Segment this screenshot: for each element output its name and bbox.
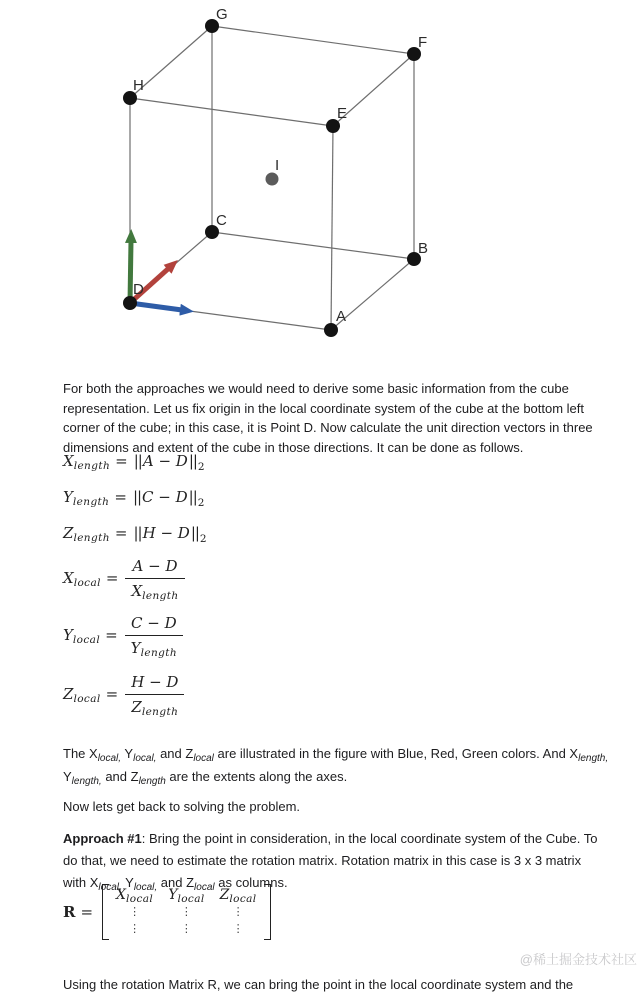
text-run: : Bring the point in consideration, in the local coordinate system of the Cube. To do that, we need to estimate the rotation matrix. Rotation matrix in this case is 3 x 3 matrix with X <box>63 831 598 890</box>
fraction: $\frac{A - D}{X_{length}}$ <box>125 557 184 600</box>
inner-point-label-I: I <box>275 157 280 174</box>
matrix-lhs: R = <box>63 903 94 921</box>
fraction: $\frac{H - D}{Z_{length}}$ <box>125 673 184 716</box>
inline-subscript: local, <box>98 882 122 893</box>
formula-z-local <box>63 672 184 718</box>
cube-diagram <box>0 0 640 352</box>
vertex-label-A: A <box>336 308 347 325</box>
text-run: The X <box>63 746 98 761</box>
fraction-lhs: $Z_{local}$ = <box>63 685 119 705</box>
paragraph-intro: For both the approaches we would need to derive some basic information from the cube representation. Let us fix origin in the local coordinate system of the cube at the bottom left corner of the cube; in this case, it is Point D. Now calculate the unit direction vectors in three dimensions and extent of the cube in those directions. It can be done as follows. <box>63 381 593 455</box>
inline-subscript: local <box>193 753 214 764</box>
matrix-column: $Z_{local}$ ⋮ ⋮ <box>219 887 257 935</box>
watermark: @稀土掘金技术社区 <box>519 952 637 967</box>
vertex-dot-D <box>123 296 137 310</box>
inline-subscript: local <box>194 882 215 893</box>
matrix-column: $X_{local}$ ⋮ ⋮ <box>116 887 154 935</box>
text-run: and Z <box>101 769 139 784</box>
vertex-label-G: G <box>216 6 228 23</box>
formula-x-length: $X_{length} = ||A - D||_2$ <box>63 452 205 473</box>
inner-point-dot-I <box>266 173 279 186</box>
vertex-dot-A <box>324 323 338 337</box>
cube-edge-F-G <box>212 26 414 54</box>
paragraph-back-to-problem: Now lets get back to solving the problem. <box>63 799 301 814</box>
text-run: are the extents along the axes. <box>165 769 348 784</box>
rotation-matrix-equation <box>63 884 271 940</box>
inline-subscript: local, <box>97 753 122 764</box>
inline-subscript: length, <box>71 776 102 787</box>
paragraph-axes-colors <box>63 742 609 788</box>
paragraph-clipped-bottom: Using the rotation Matrix R, we can bring the point in the local coordinate system and the <box>63 977 574 992</box>
inline-subscript: local, <box>133 753 157 764</box>
text-run: Y <box>121 875 134 890</box>
formula-y-length: $Y_{length} = ||C - D||_2$ <box>63 488 205 509</box>
text-run: Y <box>121 746 134 761</box>
inline-subscript: local, <box>133 882 158 893</box>
text-run: are illustrated in the figure with Blue, Red, Green colors. And X <box>213 746 579 761</box>
vertex-label-F: F <box>418 34 428 51</box>
matrix-right-bracket <box>264 884 271 940</box>
vertex-label-C: C <box>216 212 227 229</box>
z-axis-green-arrow <box>130 241 131 303</box>
text-run: Y <box>63 769 72 784</box>
inline-subscript: length, <box>578 753 609 764</box>
cube-edge-A-E <box>331 126 333 330</box>
formula-z-length: $Z_{length} = ||H - D||_2$ <box>63 524 207 545</box>
vertex-label-E: E <box>337 105 348 122</box>
formula-y-local <box>63 613 183 659</box>
text-run: and Z <box>157 875 195 890</box>
inline-subscript: length <box>138 776 166 787</box>
matrix-column: $Y_{local}$ ⋮ ⋮ <box>168 887 205 935</box>
fraction-lhs: $X_{local}$ = <box>63 569 119 589</box>
formula-x-local <box>63 556 185 602</box>
text-run: and Z <box>156 746 194 761</box>
matrix-left-bracket <box>102 884 109 940</box>
fraction-lhs: $Y_{local}$ = <box>63 626 118 646</box>
text-run: as columns. <box>214 875 288 890</box>
vertex-label-D: D <box>133 281 144 298</box>
vertex-label-H: H <box>133 77 144 94</box>
bold-label: Approach #1 <box>63 831 142 846</box>
cube-edge-H-E <box>130 98 333 126</box>
fraction: $\frac{C - D}{Y_{length}}$ <box>125 614 183 657</box>
cube-edge-B-C <box>212 232 414 259</box>
vertex-label-B: B <box>418 240 429 257</box>
x-axis-blue-arrow <box>130 303 182 310</box>
